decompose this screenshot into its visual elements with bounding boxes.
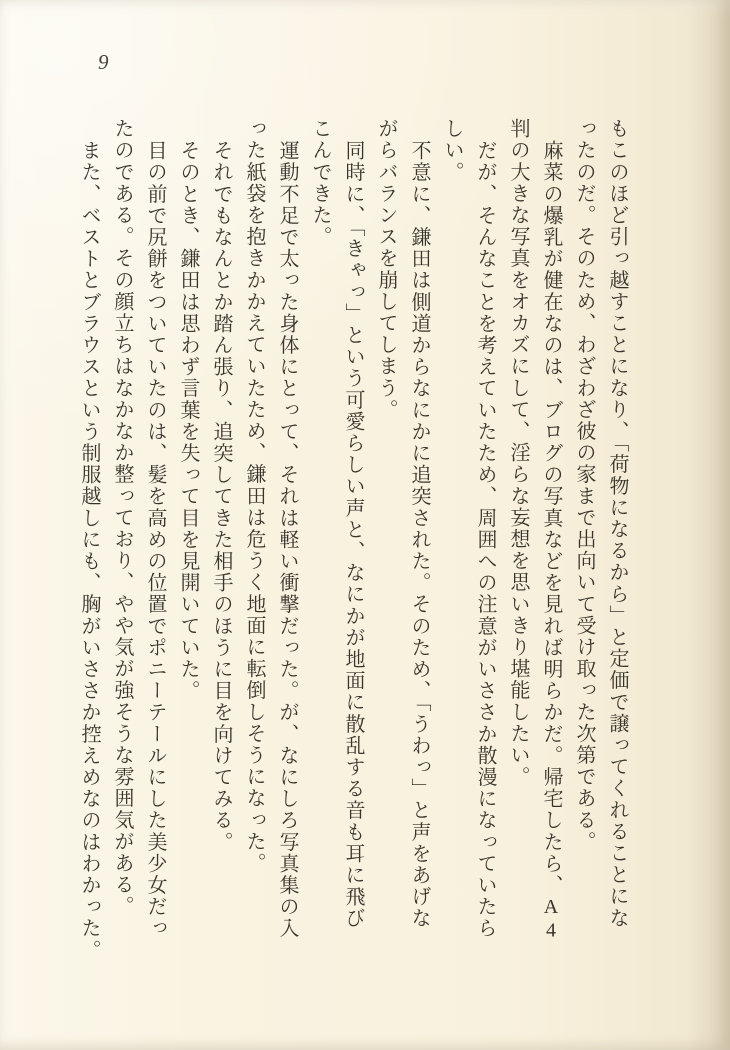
text-column: 目の前で尻餅をついていたのは、髪を高めの位置でポニーテールにした美少女だっ	[144, 140, 166, 940]
text-column: そのとき、鎌田は思わず言葉を失って目を見開いていた。	[177, 140, 199, 702]
text-column: った紙袋を抱きかかえていたため、鎌田は危うく地面に転倒しそうになった。	[243, 118, 265, 874]
text-column: ったのだ。そのため、わざわざ彼の家まで出向いて受け取った次第である。	[573, 118, 595, 853]
text-column: また、ベストとブラウスという制服越しにも、胸がいささか控えめなのはわかった。	[78, 140, 100, 961]
text-column: こんできた。	[309, 118, 331, 248]
page-number: 9	[98, 50, 109, 74]
text-column: 判の大きな写真をオカズにして、淫らな妄想を思いきり堪能したい。	[507, 118, 529, 788]
text-column: 同時に、「きゃっ」という可愛らしい声と、なにかが地面に散乱する音も耳に飛び	[342, 140, 364, 930]
text-column: たのである。その顔立ちはなかなか整っており、やや気が強そうな雰囲気がある。	[111, 118, 133, 918]
text-column: もこのほど引っ越すことになり、「荷物になるから」と定価で譲ってくれることにな	[606, 118, 628, 929]
text-column: 不意に、鎌田は側道からなにかに追突された。そのため、「うわっ」と声をあげな	[408, 140, 430, 930]
text-column: だが、そんなことを考えていたため、周囲への注意がいささか散漫になっていたら	[474, 140, 496, 940]
text-column: がらバランスを崩してしまう。	[375, 118, 397, 421]
text-column: それでもなんとか踏ん張り、追突してきた相手のほうに目を向けてみる。	[210, 140, 232, 853]
text-column: 運動不足で太った身体にとって、それは軽い衝撃だった。が、なにしろ写真集の入	[276, 140, 298, 940]
text-column: しい。	[441, 118, 463, 183]
text-column: 麻菜の爆乳が健在なのは、ブログの写真などを見れば明らかだ。帰宅したら、A4	[540, 140, 562, 944]
